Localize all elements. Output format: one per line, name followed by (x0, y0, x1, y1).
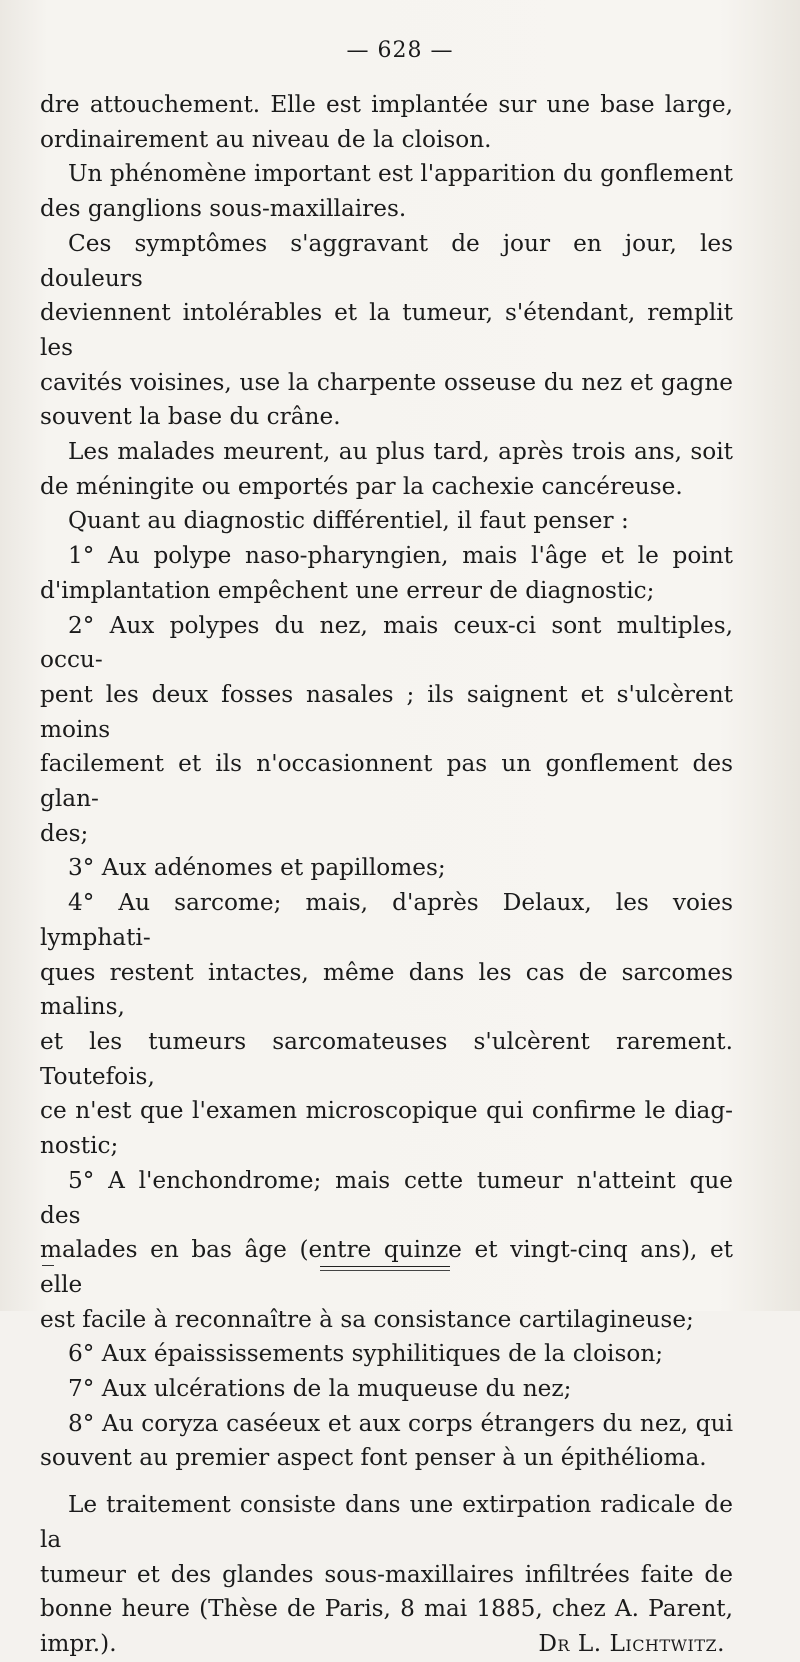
text-line: 5° A l'enchondrome; mais cette tumeur n'atteint que des (40, 1166, 733, 1229)
text-line: ce n'est que l'examen microscopique qui confirme le diag- (40, 1097, 733, 1125)
end-rule (320, 1266, 450, 1267)
text-line: 3° Aux adénomes et papillomes; (68, 854, 446, 882)
end-rule-thin (320, 1270, 450, 1271)
text-line: et les tumeurs sarcomateuses s'ulcèrent rarement. Toutefois, (40, 1027, 733, 1090)
text-line: nostic; (40, 1132, 119, 1160)
text-line: des ganglions sous-maxillaires. (40, 195, 407, 223)
text-line: souvent la base du crâne. (40, 403, 341, 431)
text-line: souvent au premier aspect font penser à un épithélioma. (40, 1444, 707, 1472)
text-line: facilement et ils n'occasionnent pas un gonflement des glan- (40, 750, 733, 813)
article-body (40, 88, 733, 1662)
text-line: 1° Au polype naso-pharyngien, mais l'âge et le point (68, 542, 733, 570)
text-line: Le traitement consiste dans une extirpation radicale de la (40, 1491, 733, 1553)
text-line: cavités voisines, use la charpente osseuse du nez et gagne (40, 368, 733, 396)
text-line: ques restent intactes, même dans les cas de sarcomes malins, (40, 958, 733, 1021)
text-line: 8° Au coryza caséeux et aux corps étrangers du nez, qui (68, 1409, 733, 1437)
text-line: deviennent intolérables et la tumeur, s'étendant, remplit les (40, 299, 733, 361)
text-line: Ces symptômes s'aggravant de jour en jour, les douleurs (40, 229, 733, 292)
text-line: Un phénomène important est l'apparition du gonflement (68, 160, 733, 188)
text-line: Quant au diagnostic différentiel, il faut penser : (68, 507, 629, 535)
text-line: 2° Aux polypes du nez, mais ceux-ci sont multiples, occu- (40, 611, 733, 674)
imprint-text: impr.). (40, 1629, 117, 1657)
author-signature: Dr L. Lichtwitz. (538, 1629, 725, 1657)
text-line: Les malades meurent, au plus tard, après trois ans, soit (68, 438, 733, 466)
text-line: pent les deux fosses nasales ; ils saignent et s'ulcèrent moins (40, 680, 733, 743)
text-line: 6° Aux épaississements syphilitiques de la cloison; (68, 1340, 664, 1368)
text-line: ordinairement au niveau de la cloison. (40, 125, 492, 153)
text-line: est facile à reconnaître à sa consistance cartilagineuse; (40, 1305, 694, 1333)
text-line: dre attouchement. Elle est implantée sur une base large, (40, 91, 733, 118)
text-line: tumeur et des glandes sous-maxillaires infiltrées faite de (40, 1560, 733, 1588)
text-line: bonne heure (Thèse de Paris, 8 mai 1885, chez A. Parent, (40, 1595, 733, 1623)
text-line: 7° Aux ulcérations de la muqueuse du nez; (68, 1375, 572, 1403)
text-line: des; (40, 819, 89, 847)
text-line: de méningite ou emportés par la cachexie cancéreuse. (40, 472, 683, 500)
text-line: d'implantation empêchent une erreur de diagnostic; (40, 576, 655, 604)
closing-line (40, 1627, 733, 1662)
page-number: — 628 — (346, 38, 454, 63)
text-line: malades en bas âge (entre quinze et vingt-cinq ans), et elle (40, 1236, 733, 1298)
text-line: 4° Au sarcome; mais, d'après Delaux, les voies lymphati- (40, 889, 733, 951)
margin-mark (42, 1265, 54, 1266)
